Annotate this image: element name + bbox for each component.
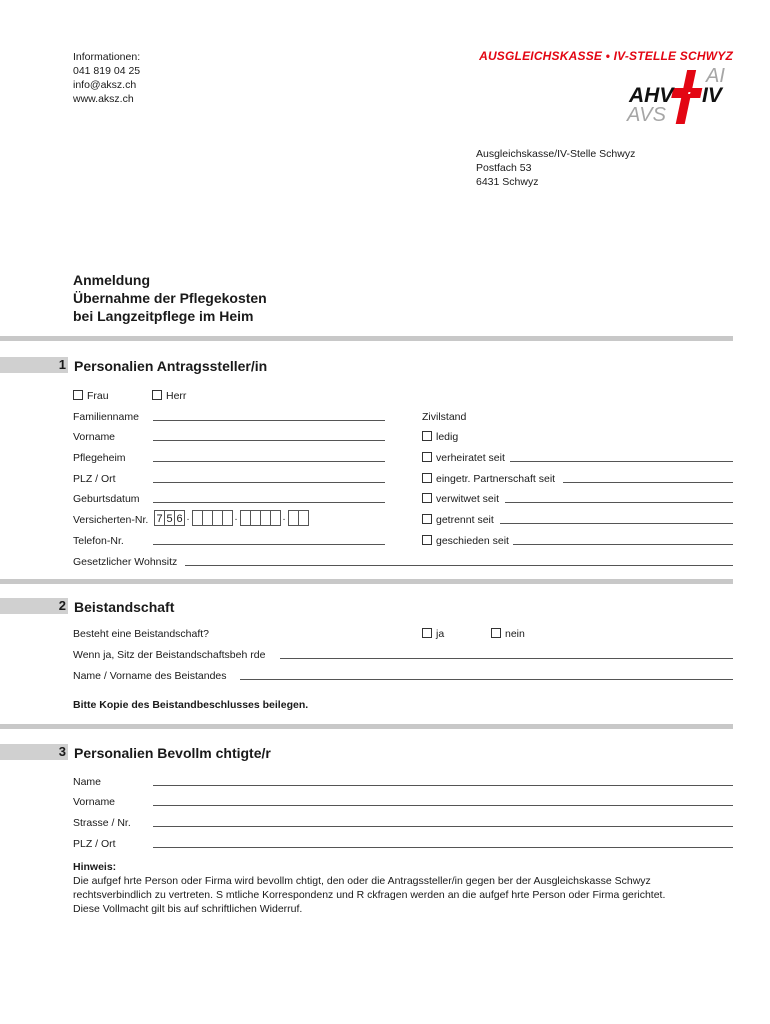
- verheiratet-date-field[interactable]: [510, 461, 733, 462]
- vorname-label: Vorname: [73, 431, 116, 443]
- separator-dot: .: [282, 512, 286, 524]
- ahv-digit: 5: [164, 510, 175, 526]
- recipient-address: [476, 147, 635, 189]
- zivilstand-verwitwet[interactable]: verwitwet seit: [422, 493, 499, 506]
- title-line: Übernahme der Pflegekosten: [73, 290, 267, 306]
- ahv-digit-box[interactable]: [298, 510, 309, 526]
- checkbox[interactable]: [422, 473, 432, 483]
- logo-ahv: AHV: [629, 84, 674, 107]
- zivilstand-label: Zivilstand: [422, 411, 467, 423]
- phone-number: 041 819 04 25: [73, 65, 141, 77]
- separator-dot: .: [234, 512, 238, 524]
- checkbox[interactable]: [491, 628, 501, 638]
- plz-ort-label: PLZ / Ort: [73, 473, 116, 485]
- website-link[interactable]: www.aksz.ch: [73, 93, 134, 105]
- bevollm-name-label: Name: [73, 776, 102, 788]
- address-line: Ausgleichskasse/IV-Stelle Schwyz: [476, 148, 636, 160]
- email-link[interactable]: info@aksz.ch: [73, 79, 137, 91]
- bevollm-name-field[interactable]: [153, 785, 733, 786]
- plz-ort-field[interactable]: [153, 482, 385, 483]
- pflegeheim-label: Pflegeheim: [73, 452, 126, 464]
- address-line: Postfach 53: [476, 162, 532, 174]
- logo-iv: IV: [702, 84, 722, 107]
- salutation-herr[interactable]: Herr: [152, 390, 186, 403]
- bevollm-strasse-label: Strasse / Nr.: [73, 817, 131, 829]
- section-divider: [0, 724, 733, 729]
- bevollm-strasse-field[interactable]: [153, 826, 733, 827]
- zivilstand-verheiratet[interactable]: verheiratet seit: [422, 452, 505, 465]
- geburtsdatum-field[interactable]: [153, 502, 385, 503]
- behoerde-field[interactable]: [280, 658, 733, 659]
- ahv-digit: 6: [174, 510, 185, 526]
- hinweis-line: rechtsverbindlich zu vertreten. S mtliche Korrespondenz und R ckfragen werden an die aufgef hrte Person oder Firma gerichtet.: [73, 889, 666, 901]
- ahv-digit-box[interactable]: [270, 510, 281, 526]
- bevollm-vorname-field[interactable]: [153, 805, 733, 806]
- section-1-number: 1: [0, 357, 68, 373]
- familienname-field[interactable]: [153, 420, 385, 421]
- section-divider: [0, 579, 733, 584]
- beistandschaft-nein[interactable]: nein: [491, 628, 525, 641]
- telefon-field[interactable]: [153, 544, 385, 545]
- title-line: Anmeldung: [73, 272, 150, 288]
- familienname-label: Familienname: [73, 411, 139, 423]
- checkbox[interactable]: [422, 535, 432, 545]
- section-2-number: 2: [0, 598, 68, 614]
- zivilstand-getrennt[interactable]: getrennt seit: [422, 514, 494, 527]
- logo-ai: AI: [706, 65, 725, 87]
- ahv-digit: 7: [154, 510, 165, 526]
- geschieden-date-field[interactable]: [513, 544, 733, 545]
- bevollm-plz-label: PLZ / Ort: [73, 838, 116, 850]
- address-line: 6431 Schwyz: [476, 176, 539, 188]
- beistand-note: Bitte Kopie des Beistandbeschlusses beilegen.: [73, 699, 309, 711]
- beistandschaft-ja[interactable]: ja: [422, 628, 444, 641]
- telefon-label: Telefon-Nr.: [73, 535, 124, 547]
- bevollm-vorname-label: Vorname: [73, 796, 116, 808]
- checkbox[interactable]: [422, 514, 432, 524]
- page-title: [73, 271, 267, 325]
- ahv-iv-logo: [624, 66, 734, 128]
- title-line: bei Langzeitpflege im Heim: [73, 308, 254, 324]
- partnerschaft-date-field[interactable]: [563, 482, 733, 483]
- getrennt-date-field[interactable]: [500, 523, 733, 524]
- section-divider: [0, 336, 733, 341]
- wohnsitz-field[interactable]: [185, 565, 733, 566]
- section-3-title: Personalien Bevollm chtigte/r: [74, 745, 271, 761]
- bevollm-plz-field[interactable]: [153, 847, 733, 848]
- beistand-name-label: Name / Vorname des Beistandes: [73, 670, 227, 682]
- info-title: Informationen:: [73, 51, 141, 63]
- ahv-digit-box[interactable]: [222, 510, 233, 526]
- checkbox[interactable]: [422, 431, 432, 441]
- brand-name: AUSGLEICHSKASSE • IV-STELLE SCHWYZ: [479, 49, 733, 63]
- hinweis-line: Die aufgef hrte Person oder Firma wird bevollm chtigt, den oder die Antragssteller/in gegen ber der Ausgleichskasse Schwyz: [73, 875, 651, 887]
- section-2-title: Beistandschaft: [74, 599, 175, 615]
- section-1-title: Personalien Antragssteller/in: [74, 358, 268, 374]
- logo-avs: AVS: [627, 104, 666, 126]
- verwitwet-date-field[interactable]: [505, 502, 733, 503]
- checkbox[interactable]: [422, 452, 432, 462]
- beistand-name-field[interactable]: [240, 679, 733, 680]
- ahv-number-boxes[interactable]: [155, 509, 309, 527]
- vorname-field[interactable]: [153, 440, 385, 441]
- contact-info: [73, 50, 140, 106]
- zivilstand-ledig[interactable]: ledig: [422, 431, 458, 444]
- hinweis-line: Diese Vollmacht gilt bis auf schriftlichen Widerruf.: [73, 903, 303, 915]
- section-3-number: 3: [0, 744, 68, 760]
- beistandschaft-question: Besteht eine Beistandschaft?: [73, 628, 210, 640]
- hinweis-title: Hinweis:: [73, 861, 117, 873]
- behoerde-label: Wenn ja, Sitz der Beistandschaftsbeh rde: [73, 649, 266, 661]
- checkbox[interactable]: [73, 390, 83, 400]
- versichertennr-label: Versicherten-Nr.: [73, 514, 149, 526]
- geburtsdatum-label: Geburtsdatum: [73, 493, 140, 505]
- salutation-frau[interactable]: Frau: [73, 390, 109, 403]
- zivilstand-partnerschaft[interactable]: eingetr. Partnerschaft seit: [422, 473, 555, 486]
- separator-dot: .: [186, 512, 190, 524]
- zivilstand-geschieden[interactable]: geschieden seit: [422, 535, 509, 548]
- pflegeheim-field[interactable]: [153, 461, 385, 462]
- wohnsitz-label: Gesetzlicher Wohnsitz: [73, 556, 178, 568]
- hinweis-block: [73, 860, 665, 916]
- checkbox[interactable]: [422, 628, 432, 638]
- checkbox[interactable]: [152, 390, 162, 400]
- checkbox[interactable]: [422, 493, 432, 503]
